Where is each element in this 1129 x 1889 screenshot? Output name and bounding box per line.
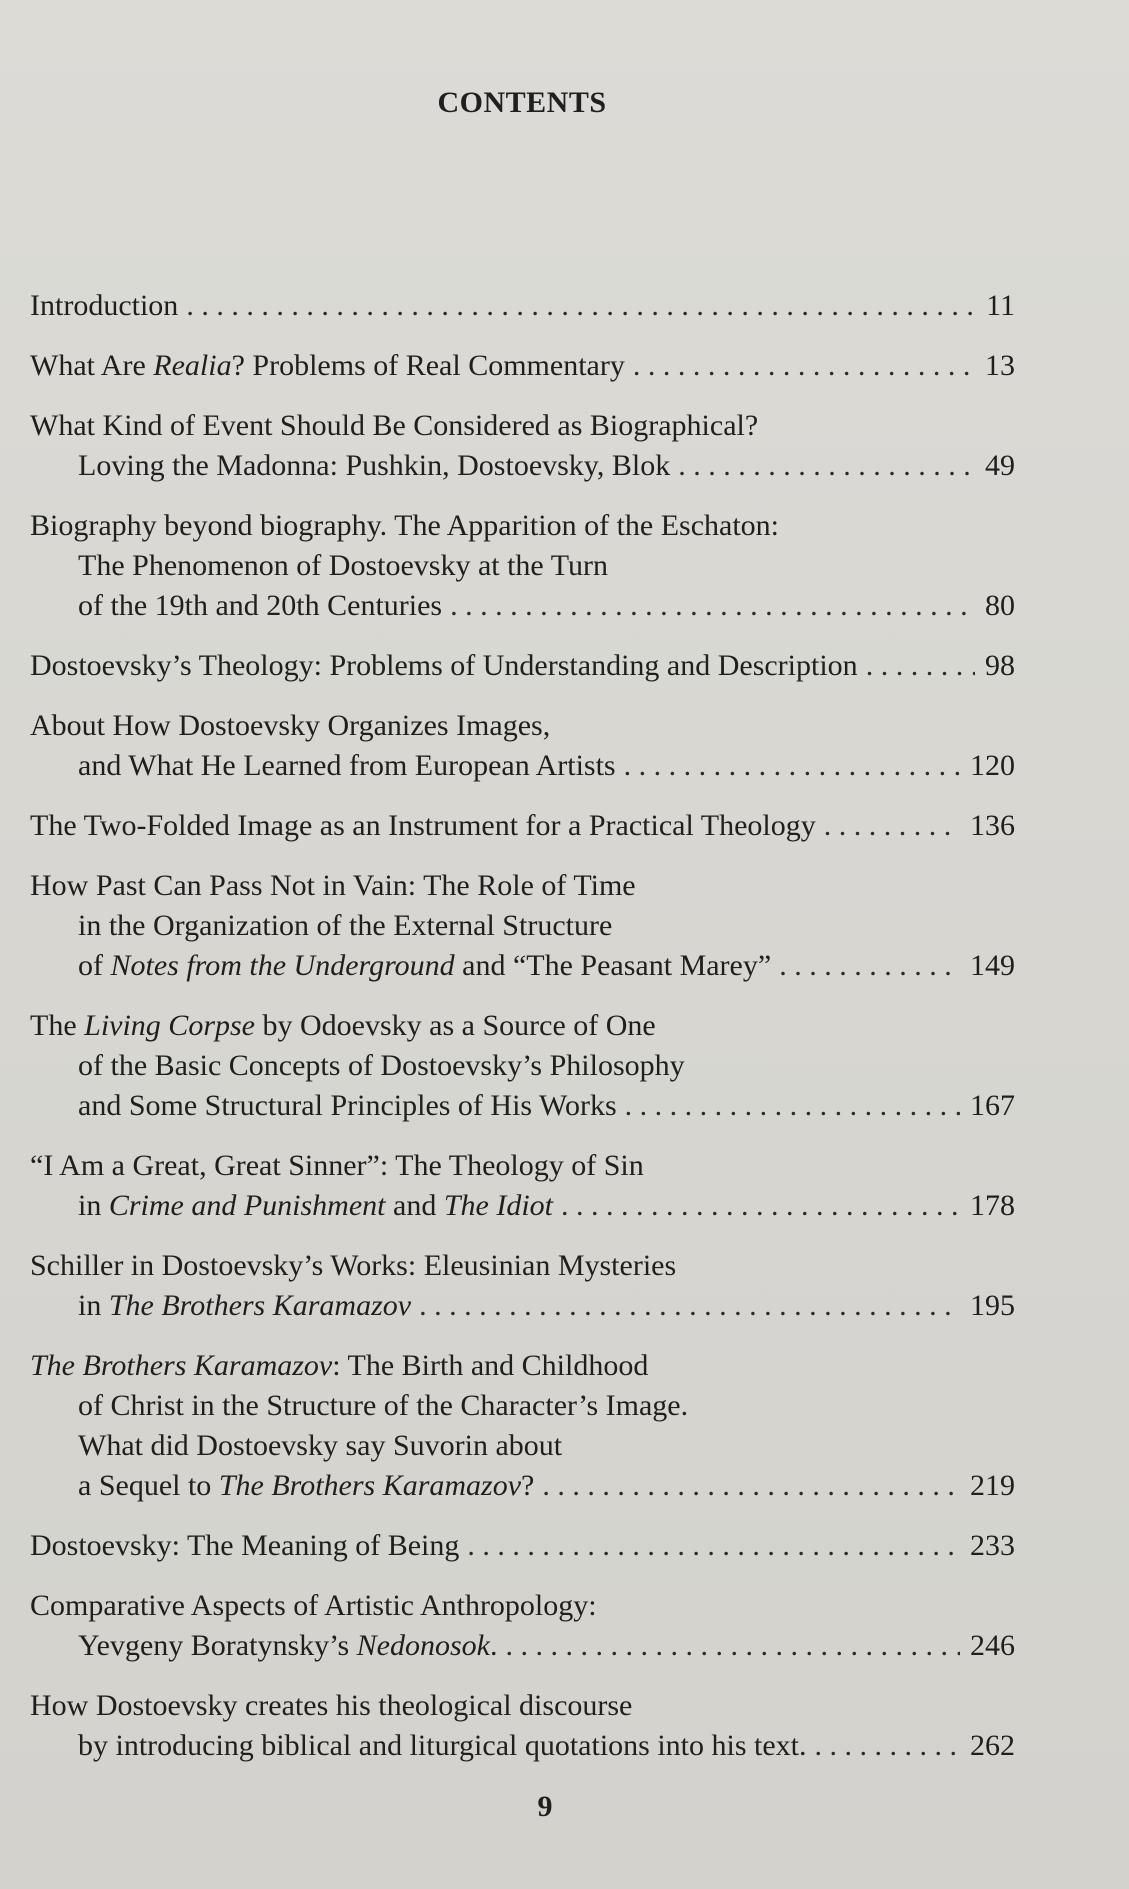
toc-entry-subtitle: of Notes from the Underground and “The Peasant Marey”: [78, 949, 772, 982]
toc-entry-subtitle: of Christ in the Structure of the Character’s Image.: [78, 1389, 689, 1422]
toc-page-number: 136: [970, 809, 1015, 842]
toc-entry-title: Biography beyond biography. The Apparition of the Eschaton:: [30, 509, 780, 542]
dot-leader: [625, 1086, 960, 1126]
toc-entry: [30, 1146, 1015, 1226]
toc-entry-title: How Past Can Pass Not in Vain: The Role of Time: [30, 869, 636, 902]
toc-entry: [30, 406, 1015, 486]
toc-page-number: 262: [970, 1729, 1015, 1762]
toc-entry-subtitle: Yevgeny Boratynsky’s Nedonosok.: [78, 1629, 498, 1662]
toc-entry-title: The Living Corpse by Odoevsky as a Source of One: [30, 1009, 656, 1042]
toc-page-number: 178: [970, 1189, 1015, 1222]
toc-entry-title: Dostoevsky’s Theology: Problems of Understanding and Description: [30, 649, 858, 682]
toc-entry-title: Introduction: [30, 289, 179, 322]
table-of-contents: [30, 286, 1015, 1786]
page-title: CONTENTS: [437, 86, 607, 119]
toc-entry-title: “I Am a Great, Great Sinner”: The Theology of Sin: [30, 1149, 644, 1182]
dot-leader: [542, 1466, 960, 1506]
toc-entry: [30, 346, 1015, 386]
toc-entry-subtitle: by introducing biblical and liturgical quotations into his text.: [78, 1729, 807, 1762]
toc-entry-subtitle: in the Organization of the External Structure: [78, 909, 613, 942]
dot-leader: [815, 1726, 960, 1766]
toc-page-number: 195: [970, 1289, 1015, 1322]
toc-entry-subtitle: and What He Learned from European Artists: [78, 749, 616, 782]
dot-leader: [505, 1626, 960, 1666]
toc-entry: [30, 1346, 1015, 1506]
dot-leader: [419, 1286, 960, 1326]
toc-page-number: 149: [970, 949, 1015, 982]
toc-entry-title: The Two-Folded Image as an Instrument for a Practical Theology: [30, 809, 816, 842]
toc-page-number: 233: [970, 1529, 1015, 1562]
page-number: 9: [537, 1790, 553, 1823]
toc-page-number: 120: [970, 749, 1015, 782]
toc-entry: [30, 706, 1015, 786]
toc-entry-subtitle: of the Basic Concepts of Dostoevsky’s Philosophy: [78, 1049, 685, 1082]
toc-entry-title: What Are Realia? Problems of Real Commentary: [30, 349, 625, 382]
toc-entry-title: Comparative Aspects of Artistic Anthropology:: [30, 1589, 597, 1622]
toc-page-number: 219: [970, 1469, 1015, 1502]
toc-entry: [30, 1526, 1015, 1566]
dot-leader: [450, 586, 975, 626]
toc-entry: [30, 1686, 1015, 1766]
dot-leader: [824, 806, 960, 846]
toc-entry: [30, 806, 1015, 846]
toc-entry: [30, 506, 1015, 626]
toc-entry-subtitle: in The Brothers Karamazov: [78, 1289, 412, 1322]
toc-entry-title: How Dostoevsky creates his theological discourse: [30, 1689, 633, 1722]
dot-leader: [866, 646, 975, 686]
toc-page-number: 11: [986, 289, 1015, 322]
toc-entry-subtitle: of the 19th and 20th Centuries: [78, 589, 443, 622]
toc-entry-subtitle: Loving the Madonna: Pushkin, Dostoevsky, Blok: [78, 449, 671, 482]
toc-page-number: 98: [985, 649, 1015, 682]
toc-entry: [30, 646, 1015, 686]
toc-entry-title: Schiller in Dostoevsky’s Works: Eleusinian Mysteries: [30, 1249, 677, 1282]
dot-leader: [779, 946, 960, 986]
toc-page-number: 13: [985, 349, 1015, 382]
dot-leader: [624, 746, 960, 786]
toc-entry-title: What Kind of Event Should Be Considered as Biographical?: [30, 409, 759, 442]
toc-entry: [30, 1006, 1015, 1126]
toc-entry-subtitle: and Some Structural Principles of His Works: [78, 1089, 617, 1122]
toc-entry-subtitle: in Crime and Punishment and The Idiot: [78, 1189, 553, 1222]
dot-leader: [633, 346, 975, 386]
dot-leader: [186, 286, 975, 326]
dot-leader: [678, 446, 975, 486]
toc-page-number: 80: [985, 589, 1015, 622]
dot-leader: [561, 1186, 960, 1226]
toc-entry-subtitle: The Phenomenon of Dostoevsky at the Turn: [78, 549, 608, 582]
toc-entry: [30, 1246, 1015, 1326]
toc-page-number: 49: [985, 449, 1015, 482]
toc-page-number: 167: [970, 1089, 1015, 1122]
toc-entry-subtitle: a Sequel to The Brothers Karamazov?: [78, 1469, 535, 1502]
toc-entry: [30, 1586, 1015, 1666]
toc-page-number: 246: [970, 1629, 1015, 1662]
toc-entry-title: The Brothers Karamazov: The Birth and Childhood: [30, 1349, 649, 1382]
toc-entry: [30, 286, 1015, 326]
toc-entry-title: About How Dostoevsky Organizes Images,: [30, 709, 551, 742]
toc-entry-title: Dostoevsky: The Meaning of Being: [30, 1529, 460, 1562]
toc-entry-subtitle: What did Dostoevsky say Suvorin about: [78, 1429, 563, 1462]
dot-leader: [467, 1526, 960, 1566]
toc-entry: [30, 866, 1015, 986]
